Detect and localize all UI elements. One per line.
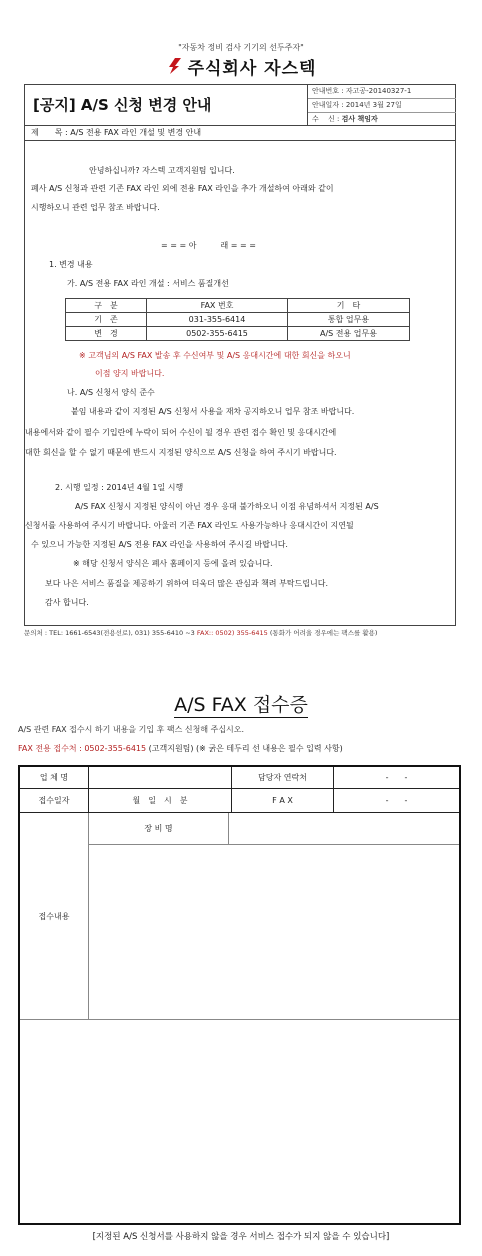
table-cell: A/S 전용 업무용: [288, 327, 410, 341]
intro-line-2: 시행하오니 관련 업무 참조 바랍니다.: [31, 203, 160, 212]
equipment-field[interactable]: [229, 813, 459, 845]
notice-title: [공지] A/S 신청 변경 안내: [33, 96, 212, 114]
fax-form-title: [0, 690, 482, 717]
recipient-value: 검사 책임자: [341, 115, 378, 123]
table-cell: 통합 업무용: [288, 313, 410, 327]
paragraph-line: 내용에서와 같이 필수 기입란에 누락이 되어 수신이 될 경우 관련 접수 확인 및 응대시간에: [25, 428, 337, 437]
notice-title-row: [25, 85, 455, 126]
content-field[interactable]: [89, 845, 459, 1020]
fax-form-intro: A/S 관련 FAX 접수시 하기 내용을 기입 후 팩스 신청해 주십시오.: [18, 725, 245, 734]
section-2-heading: 2. 시행 일정 : 2014년 4월 1일 시행: [55, 483, 184, 492]
date-label: 접수일자: [20, 789, 89, 813]
fax-destination-note: (고객지원팀) (※ 굵은 테두리 선 내용은 필수 입력 사항): [146, 744, 343, 753]
slogan: "자동차 정비 검사 기기의 선두주자": [178, 43, 304, 52]
fax-destination-number: FAX 전용 접수처 : 0502-355-6415: [18, 744, 147, 753]
fax-label: F A X: [232, 789, 334, 813]
date-field[interactable]: 월 일 시 분: [89, 789, 232, 813]
fax-field[interactable]: - -: [334, 789, 459, 813]
section-1a-heading: 가. A/S 전용 FAX 라인 개설 : 서비스 품질개선: [67, 279, 229, 288]
equipment-label: 장 비 명: [89, 813, 229, 845]
contact-main: 문의처 : TEL: 1661-6543(전용선로), 031) 355-6410 ~3: [24, 629, 197, 637]
additional-content-field[interactable]: [20, 1020, 459, 1223]
warning-line-2: 이점 양지 바랍니다.: [95, 369, 165, 378]
paragraph-line: A/S FAX 신청시 지정된 양식이 아닌 경우 응대 불가하오니 이점 유념하셔서 지정된 A/S: [75, 502, 379, 511]
below-heading: = = = 아 래 = = =: [161, 241, 256, 250]
paragraph-line: 대한 회신을 할 수 없기 때문에 반드시 지정된 양식으로 A/S 신청을 하여 주시기 바랍니다.: [25, 448, 337, 457]
table-cell: 기 존: [66, 313, 147, 327]
section-1b-heading: 나. A/S 신청서 양식 준수: [67, 388, 155, 397]
fax-receipt-form: [18, 765, 461, 1225]
closing-line: 감사 합니다.: [45, 598, 89, 607]
table-header-row: [66, 299, 410, 313]
company-label: 업 체 명: [20, 767, 89, 789]
fax-destination: [18, 743, 343, 754]
table-header-cell: 기 타: [288, 299, 410, 313]
intro-line-1: 폐사 A/S 신청과 관련 기존 FAX 라인 외에 전용 FAX 라인을 추가 개설하여 아래와 같이: [31, 184, 334, 193]
notice-meta: [307, 85, 456, 125]
paragraph-line: 신청서를 사용하여 주시기 바랍니다. 아울러 기존 FAX 라인도 사용가능하나 응대시간이 지연될: [25, 521, 354, 530]
section-1-heading: 1. 변경 내용: [49, 260, 93, 269]
company-name: 주식회사 자스텍: [187, 58, 317, 79]
contact-note: (통화가 어려울 경우에는 팩스를 활용): [267, 629, 378, 637]
greeting: 안녕하십니까? 자스텍 고객지원팀 입니다.: [89, 166, 235, 175]
notice-subject: 제 목 : A/S 전용 FAX 라인 개설 및 변경 안내: [25, 125, 455, 141]
table-row: [66, 327, 410, 341]
doc-date: 안내일자 : 2014년 3월 27일: [308, 99, 456, 113]
homepage-note: ※ 해당 신청서 양식은 폐사 홈페이지 등에 올려 있습니다.: [73, 559, 273, 568]
content-label: 접수내용: [20, 813, 89, 1020]
notice-box: [24, 84, 456, 626]
doc-number: 안내번호 : 자고공-20140327-1: [308, 85, 456, 99]
bottom-note: [지정된 A/S 신청서를 사용하지 않을 경우 서비스 접수가 되지 않을 수 있습니다]: [92, 1232, 390, 1242]
table-cell: 변 경: [66, 327, 147, 341]
table-header-cell: FAX 번호: [147, 299, 288, 313]
table-header-cell: 구 분: [66, 299, 147, 313]
paragraph-line: 보다 나은 서비스 품질을 제공하기 위하여 더욱더 많은 관심과 책려 부탁드립니다.: [45, 579, 328, 588]
fax-form-title-text: A/S FAX 접수증: [174, 694, 308, 716]
company-name-field[interactable]: [89, 767, 232, 789]
table-cell: 031-355-6414: [147, 313, 288, 327]
table-row: [66, 313, 410, 327]
contact-fax: FAX:: 0502) 355-6415: [196, 629, 268, 637]
warning-line-1: ※ 고객님의 A/S FAX 발송 후 수신여부 및 A/S 응대시간에 대한 회신을 하오니: [79, 351, 351, 360]
table-cell: 0502-355-6415: [147, 327, 288, 341]
manager-contact-field[interactable]: - -: [334, 767, 459, 789]
company-logo: [0, 55, 482, 77]
contact-line: [24, 628, 377, 637]
company-logo-icon: [166, 57, 182, 75]
manager-contact-label: 담당자 연락처: [232, 767, 334, 789]
fax-change-table: [65, 298, 410, 341]
paragraph-line: 수 있으니 가능한 지정된 A/S 전용 FAX 라인을 사용하여 주시길 바랍니다.: [31, 540, 288, 549]
recipient-label: 수 신 :: [312, 115, 342, 123]
paragraph-line: 붙임 내용과 같이 지정된 A/S 신청서 사용을 재차 공지하오니 업무 참조 바랍니다.: [71, 407, 355, 416]
